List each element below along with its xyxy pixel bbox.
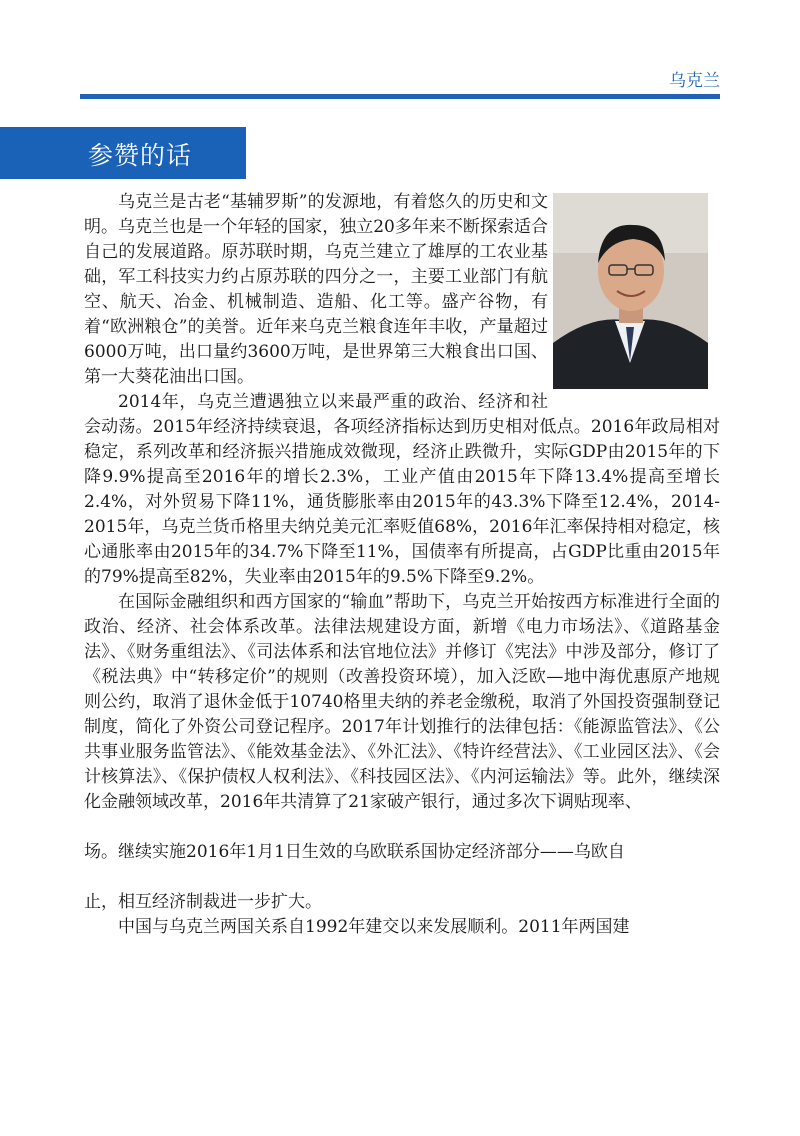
- header-country-label: 乌克兰: [669, 71, 720, 91]
- paragraph-1: 乌克兰是古老“基辅罗斯”的发源地，有着悠久的历史和文明。乌克兰也是一个年轻的国家，独立20多年来不断探索适合自己的发展道路。原苏联时期，乌克兰建立了雄厚的工农业基础，军工科技实力约占原苏联的四分之一，主要工业部门有航空、航天、冶金、机械制造、造船、化工等。盛产谷物，有着“欧洲粮仓”的美誉。近年来乌克兰粮食连年丰收，产量超过6000万吨，出口量约3600万吨，是世界第三大粮食出口国、第一大葵花油出口国。: [84, 192, 548, 387]
- paragraph-3: 在国际金融组织和西方国家的“输血”帮助下，乌克兰开始按西方标准进行全面的政治、经济、社会体系改革。法律法规建设方面，新增《电力市场法》、《道路基金法》、《财务重组法》、《司法体系和法官地位法》并修订《宪法》中涉及部分，修订了《税法典》中“转移定价”的规则（改善投资环境），加入泛欧—地中海优惠原产地规则公约，取消了退休金低于10740格里夫纳的养老金缴税，取消了外国投资强制登记制度，简化了外资公司登记程序。2017年计划推行的法律包括：《能源监管法》、《公共事业服务监管法》、《能效基金法》、《外汇法》、《特许经营法》、《工业园区法》、《会计核算法》、《保护债权人权利法》、《科技园区法》、《内河运输法》等。此外，继续深化金融领域改革，2016年共清算了21家破产银行，通过多次下调贴现率、: [84, 592, 720, 812]
- section-title: 参赞的话: [88, 141, 193, 170]
- paragraph-3-end: 止，相互经济制裁进一步扩大。: [84, 892, 322, 912]
- header-divider: [80, 94, 720, 99]
- paragraph-3-continued: 场。继续实施2016年1月1日生效的乌欧联系国协定经济部分——乌欧自: [84, 842, 625, 862]
- paragraph-2: 2014年，乌克兰遭遇独立以来最严重的政治、经济和社会动荡。2015年经济持续衰退，各项经济指标达到历史相对低点。2016年政局相对稳定，系列改革和经济振兴措施成效微现，经济止跌微升，实际GDP由2015年的下降9.9%提高至2016年的增长2.3%，工业产值由2015年下降13.4%提高至增长2.4%，对外贸易下降11%，通货膨胀率由2015年的43.3%下降至12.4%，2014-2015年，乌克兰货币格里夫纳兑美元汇率贬值68%，2016年汇率保持相对稳定，核心通胀率由2015年的34.7%下降至11%，国债率有所提高，占GDP比重由2015年的79%提高至82%，失业率由2015年的9.5%下降至9.2%。: [84, 392, 720, 587]
- paragraph-4: 中国与乌克兰两国关系自1992年建交以来发展顺利。2011年两国建: [118, 917, 630, 937]
- body-text: [84, 190, 720, 940]
